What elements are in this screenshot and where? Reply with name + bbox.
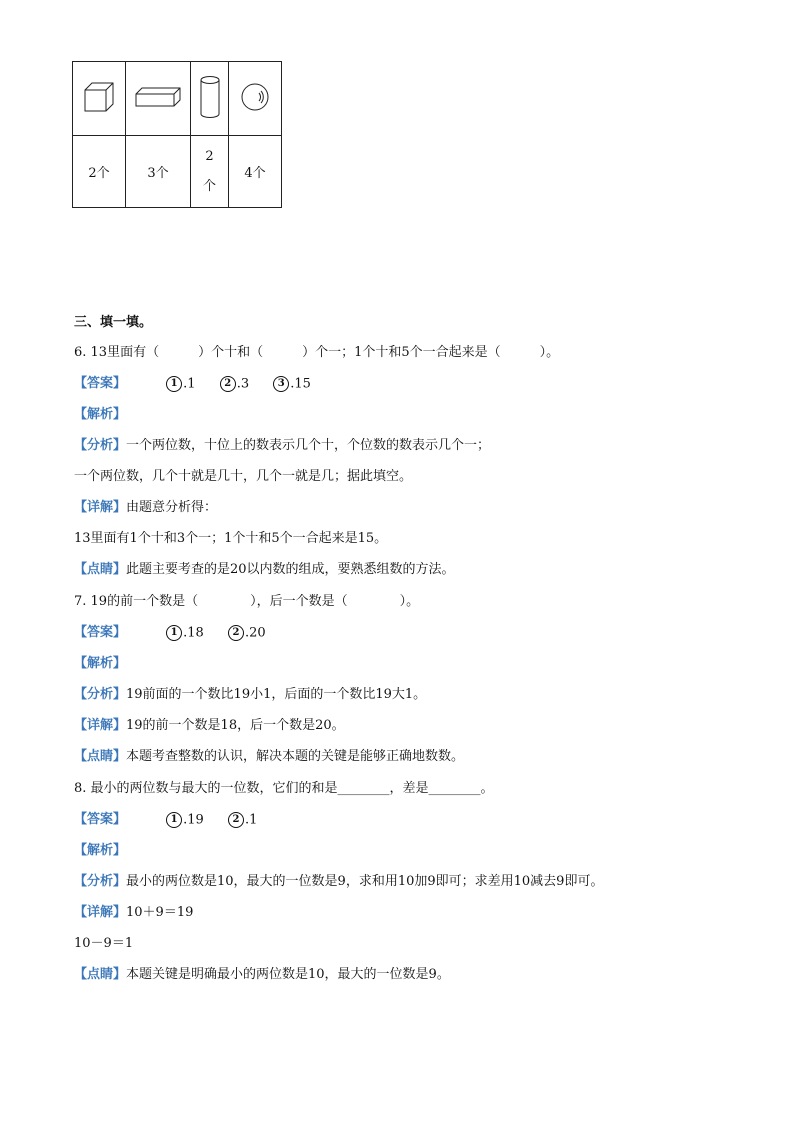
- cuboid-cell: [126, 62, 191, 136]
- q7-jiexi: 【解析】: [74, 656, 127, 671]
- section-title: 三、填一填。: [74, 315, 153, 330]
- q8-xiangjie: 【详解】10＋9＝19: [74, 905, 194, 920]
- q7-dianjing: 【点睛】本题考查整数的认识，解决本题的关键是能够正确地数数。: [74, 749, 465, 764]
- q8-xiangjie-2: 10－9＝1: [74, 936, 134, 951]
- circled-number: 1: [166, 812, 182, 828]
- cuboid-count: 3个: [126, 136, 191, 208]
- q7-fenxi: 【分析】19前面的一个数比19小1，后面的一个数比19大1。: [74, 687, 427, 702]
- q6-question: 6. 13里面有（ ）个十和（ ）个一；1个十和5个一合起来是（ ）。: [74, 345, 560, 360]
- q7-question: 7. 19的前一个数是（ ），后一个数是（ ）。: [74, 594, 420, 609]
- q8-fenxi: 【分析】最小的两位数是10，最大的一位数是9，求和用10加9即可；求差用10减去9即可。: [74, 874, 604, 889]
- answer-item: 2 .20: [228, 625, 266, 641]
- cube-icon: [82, 80, 116, 114]
- answer-tag: 【答案】: [74, 625, 127, 640]
- answer-tag: 【答案】: [74, 812, 127, 827]
- q7-xiangjie: 【详解】19的前一个数是18，后一个数是20。: [74, 718, 345, 733]
- q6-xiangjie: 【详解】由题意分析得：: [74, 500, 218, 515]
- q6-dianjing: 【点睛】此题主要考查的是20以内数的组成，要熟悉组数的方法。: [74, 562, 455, 577]
- answer-item: 2 .1: [228, 812, 257, 828]
- circled-number: 2: [228, 625, 244, 641]
- answer-item: 3 .15: [273, 376, 311, 392]
- cylinder-count-num: 2: [205, 148, 214, 164]
- answer-item: 1 .19: [166, 812, 204, 828]
- q7-answer: [74, 621, 266, 641]
- q8-dianjing: 【点睛】本题关键是明确最小的两位数是10，最大的一位数是9。: [74, 967, 450, 982]
- answer-item: 1 .18: [166, 625, 204, 641]
- shape-count-table: [72, 61, 282, 208]
- q6-answer: [74, 372, 311, 392]
- answer-item: 2 .3: [220, 376, 249, 392]
- cube-count: 2个: [73, 136, 126, 208]
- circled-number: 2: [228, 812, 244, 828]
- q8-jiexi: 【解析】: [74, 843, 127, 858]
- cuboid-icon: [134, 86, 182, 108]
- q6-xiangjie-2: 13里面有1个十和3个一；1个十和5个一合起来是15。: [74, 531, 388, 546]
- answer-item: 1 .1: [166, 376, 195, 392]
- circled-number: 1: [166, 625, 182, 641]
- cube-cell: [73, 62, 126, 136]
- sphere-count: 4个: [229, 136, 282, 208]
- q6-fenxi: 【分析】一个两位数，十位上的数表示几个十，个位数的数表示几个一；: [74, 438, 491, 453]
- cylinder-count-unit: 个: [202, 178, 216, 194]
- sphere-icon: [239, 81, 271, 113]
- circled-number: 2: [220, 376, 236, 392]
- q8-question: 8. 最小的两位数与最大的一位数，它们的和是________，差是________。: [74, 781, 494, 796]
- answer-tag: 【答案】: [74, 376, 127, 391]
- q6-jiexi: 【解析】: [74, 407, 127, 422]
- q6-fenxi-2: 一个两位数，几个十就是几十，几个一就是几；据此填空。: [74, 469, 413, 484]
- q8-answer: [74, 808, 257, 828]
- circled-number: 3: [273, 376, 289, 392]
- cylinder-icon: [198, 74, 222, 120]
- cylinder-count: [191, 136, 229, 208]
- sphere-cell: [229, 62, 282, 136]
- cylinder-cell: [191, 62, 229, 136]
- circled-number: 1: [166, 376, 182, 392]
